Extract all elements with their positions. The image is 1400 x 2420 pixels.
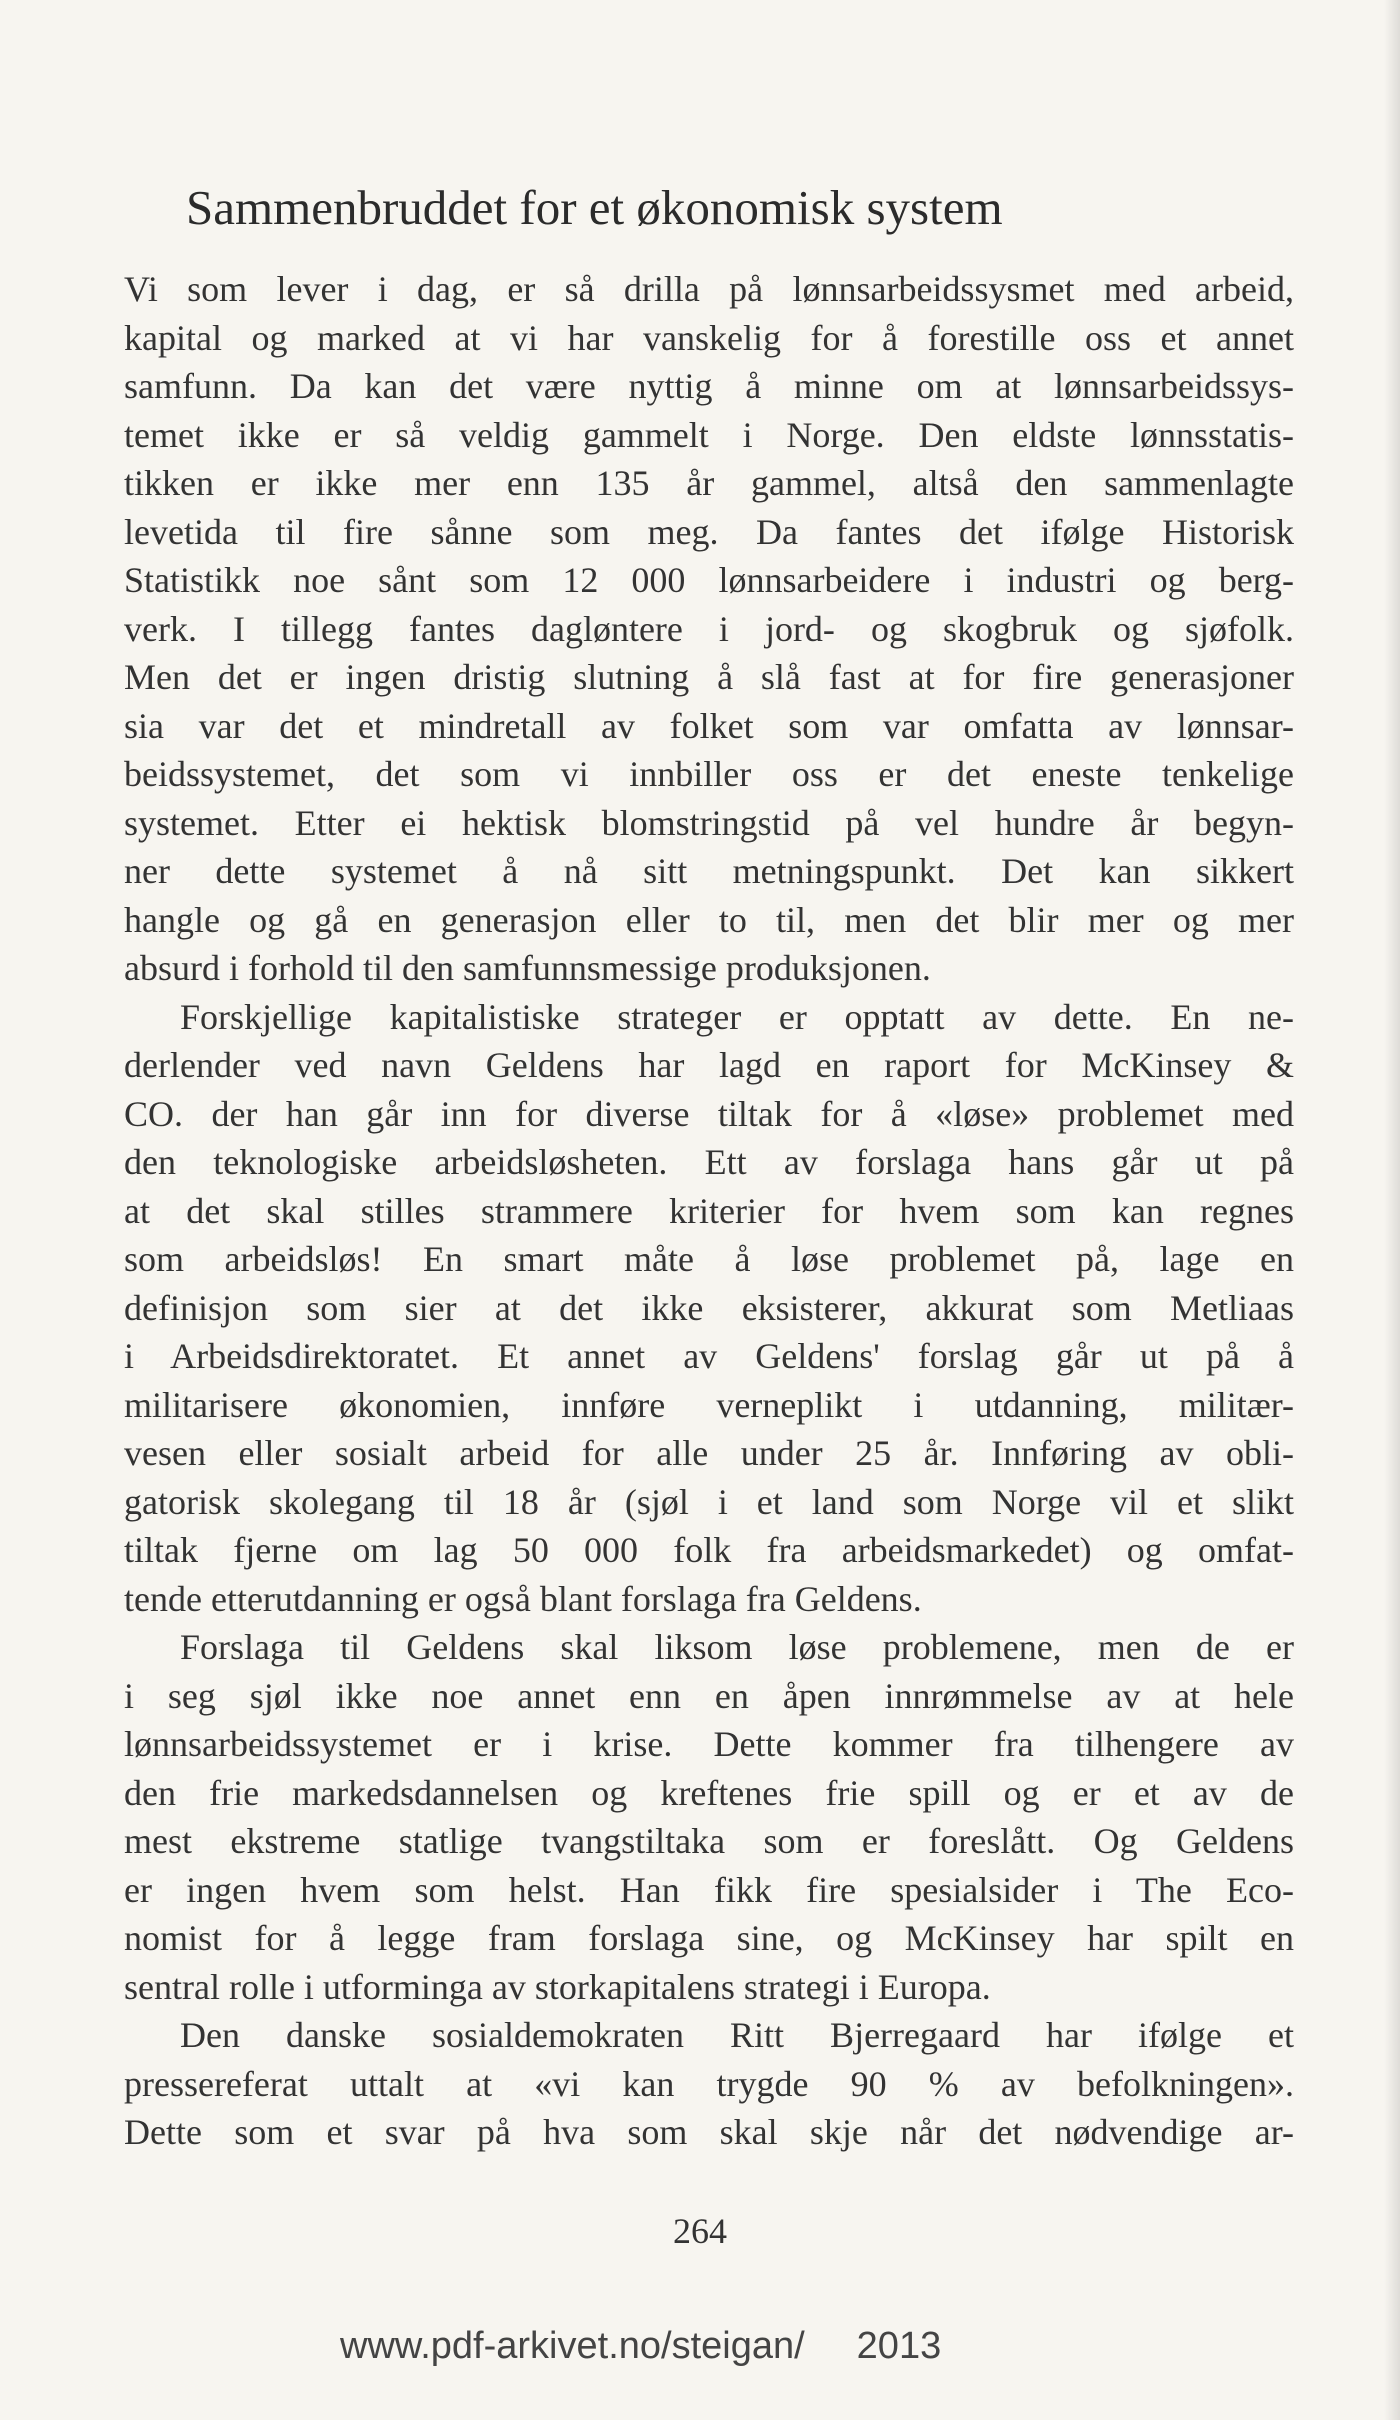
body-text — [124, 265, 1294, 2157]
text-line: den teknologiske arbeidsløsheten. Ett av forslaga hans går ut på — [124, 1142, 1294, 1182]
text-line: Forskjellige kapitalistiske strateger er opptatt av dette. En ne- — [180, 996, 1294, 1037]
text-line: samfunn. Da kan det være nyttig å minne om at lønnsarbeidssys- — [124, 366, 1294, 406]
text-line: mest ekstreme statlige tvangstiltaka som er foreslått. Og Geldens — [124, 1821, 1294, 1861]
text-line: vesen eller sosialt arbeid for alle under 25 år. Innføring av obli- — [124, 1433, 1294, 1473]
text-line: Vi som lever i dag, er så drilla på lønnsarbeidssysmet med arbeid, — [124, 269, 1294, 309]
text-line: sentral rolle i utforminga av storkapitalens strategi i Europa. — [124, 1966, 991, 2007]
text-line: definisjon som sier at det ikke eksisterer, akkurat som Metliaas — [124, 1287, 1294, 1328]
text-line: derlender ved navn Geldens har lagd en raport for McKinsey & — [124, 1045, 1294, 1085]
page-edge-shadow — [1384, 0, 1400, 2420]
text-line: nomist for å legge fram forslaga sine, og McKinsey har spilt en — [124, 1918, 1294, 1958]
text-line: sia var det et mindretall av folket som var omfatta av lønnsar- — [124, 705, 1294, 746]
text-line: pressereferat uttalt at «vi kan trygde 90 % av befolkningen». — [124, 2063, 1294, 2104]
chapter-heading: Sammenbruddet for et økonomisk system — [186, 180, 1003, 235]
text-line: Dette som et svar på hva som skal skje når det nødvendige ar- — [124, 2112, 1294, 2152]
page-number: 264 — [673, 2211, 727, 2251]
text-line: absurd i forhold til den samfunnsmessige produksjonen. — [124, 948, 931, 988]
text-line: tende etterutdanning er også blant forslaga fra Geldens. — [124, 1578, 922, 1619]
text-line: som arbeidsløs! En smart måte å løse problemet på, lage en — [124, 1239, 1294, 1279]
footer-url: www.pdf-arkivet.no/steigan/ — [340, 2325, 805, 2367]
text-line: lønnsarbeidssystemet er i krise. Dette kommer fra tilhengere av — [124, 1724, 1294, 1764]
text-line: CO. der han går inn for diverse tiltak for å «løse» problemet med — [124, 1093, 1294, 1134]
text-line: militarisere økonomien, innføre verneplikt i utdanning, militær- — [124, 1384, 1294, 1425]
text-line: tikken er ikke mer enn 135 år gammel, altså den sammenlagte — [124, 463, 1294, 503]
text-line: tiltak fjerne om lag 50 000 folk fra arbeidsmarkedet) og omfat- — [124, 1530, 1294, 1570]
text-line: levetida til fire sånne som meg. Da fantes det ifølge Historisk — [124, 511, 1294, 552]
text-line: Den danske sosialdemokraten Ritt Bjerregaard har ifølge et — [180, 2015, 1294, 2055]
text-line: gatorisk skolegang til 18 år (sjøl i et land som Norge vil et slikt — [124, 1481, 1294, 1522]
text-line: systemet. Etter ei hektisk blomstringstid på vel hundre år begyn- — [124, 802, 1294, 843]
text-line: kapital og marked at vi har vanskelig for å forestille oss et annet — [124, 317, 1294, 358]
footer — [340, 2325, 941, 2368]
text-line: verk. I tillegg fantes dagløntere i jord- og skogbruk og sjøfolk. — [124, 608, 1294, 649]
footer-year: 2013 — [856, 2325, 942, 2367]
text-line: ner dette systemet å nå sitt metningspunkt. Det kan sikkert — [124, 851, 1294, 891]
text-line: hangle og gå en generasjon eller to til, men det blir mer og mer — [124, 899, 1294, 940]
text-line: er ingen hvem som helst. Han fikk fire spesialsider i The Eco- — [124, 1869, 1294, 1910]
text-line: Statistikk noe sånt som 12 000 lønnsarbeidere i industri og berg- — [124, 560, 1294, 600]
text-line: at det skal stilles strammere kriterier for hvem som kan regnes — [124, 1190, 1294, 1231]
text-line: Forslaga til Geldens skal liksom løse problemene, men de er — [180, 1627, 1294, 1667]
text-line: beidssystemet, det som vi innbiller oss er det eneste tenkelige — [124, 754, 1294, 794]
text-line: i Arbeidsdirektoratet. Et annet av Geldens' forslag går ut på å — [124, 1336, 1294, 1376]
text-line: Men det er ingen dristig slutning å slå fast at for fire generasjoner — [124, 657, 1294, 697]
text-line: den frie markedsdannelsen og kreftenes frie spill og er et av de — [124, 1772, 1294, 1813]
text-line: i seg sjøl ikke noe annet enn en åpen innrømmelse av at hele — [124, 1675, 1294, 1716]
text-line: temet ikke er så veldig gammelt i Norge. Den eldste lønnsstatis- — [124, 414, 1294, 455]
